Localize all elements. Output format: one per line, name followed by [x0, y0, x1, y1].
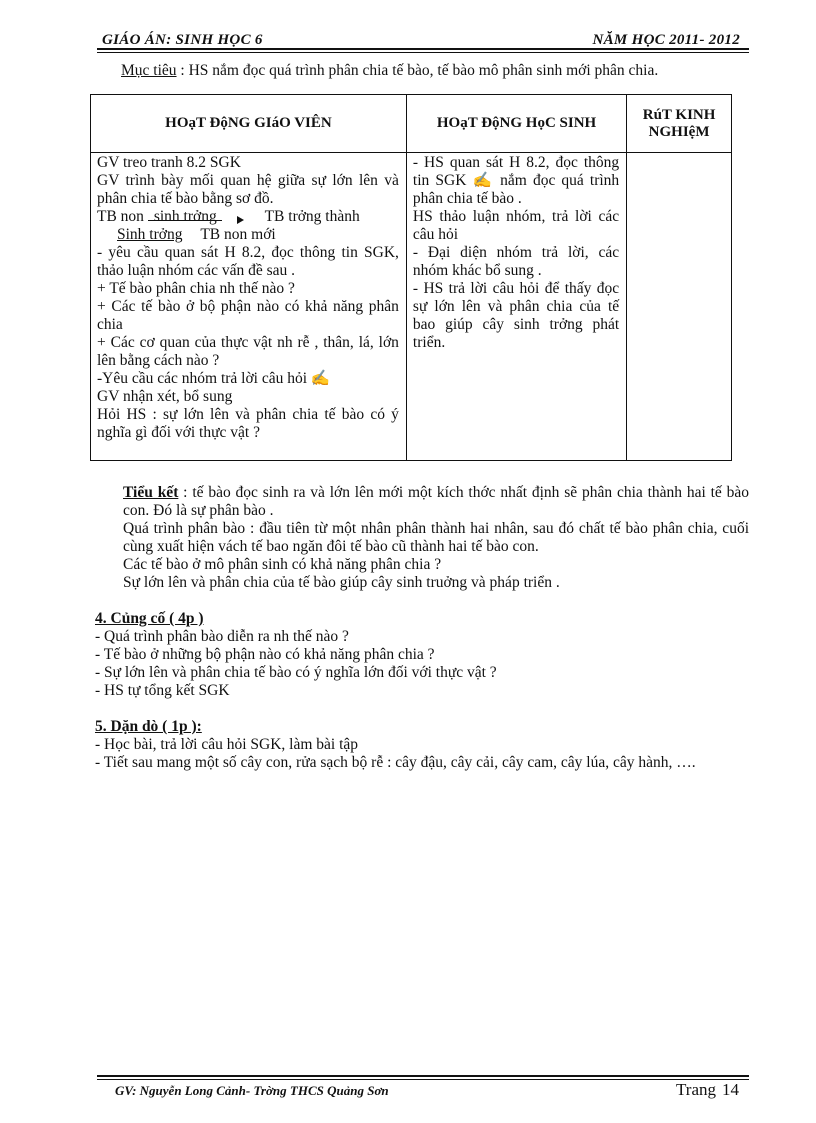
summary-text: : tế bào đọc sinh ra và lớn lên mới một kích thớc nhất định sẽ phân chia thành hai tế bào con. Đó là sự phân bào .	[123, 484, 749, 519]
footer-rule	[97, 1075, 749, 1077]
summary-block	[123, 484, 749, 592]
summary-paragraph: Các tế bào ở mô phân sinh có khả năng phân chia ?	[123, 556, 442, 573]
diagram-node: TB non	[97, 208, 144, 225]
list-item: - Quá trình phân bào diễn ra nh thế nào ?	[95, 628, 349, 645]
section-consolidation	[95, 610, 749, 700]
growth-diagram-row-1	[97, 208, 399, 226]
summary-paragraph	[123, 484, 749, 520]
section-title: 4. Củng cố ( 4p )	[95, 610, 204, 627]
list-item: - Sự lớn lên và phân chia tế bào có ý nghĩa lớn đối với thực vật ?	[95, 664, 497, 681]
student-activity-cell	[406, 153, 626, 461]
activity-table	[90, 94, 732, 461]
teacher-line: Hỏi HS : sự lớn lên và phân chia tế bào có ý nghĩa gì đối với thực vật ?	[97, 406, 399, 441]
section-homework	[95, 718, 749, 772]
diagram-node: TB trởng thành	[264, 208, 360, 225]
teacher-line: GV treo tranh 8.2 SGK	[97, 154, 241, 171]
footer-author: GV: Nguyễn Long Cảnh- Trờng THCS Quảng Sơn	[115, 1083, 389, 1098]
list-item: - Tiết sau mang một số cây con, rửa sạch bộ rễ : cây đậu, cây cải, cây cam, cây lúa, cây hành, ….	[95, 754, 696, 771]
writing-hand-icon: ✍	[310, 370, 331, 387]
growth-diagram-row-2	[97, 226, 399, 244]
teacher-line: + Tế bào phân chia nh thế nào ?	[97, 280, 295, 297]
teacher-line: GV trình bày mối quan hệ giữa sự lớn lên và phân chia tế bào bằng sơ đồ.	[97, 172, 399, 207]
list-item: - HS tự tổng kết SGK	[95, 682, 230, 699]
teacher-line: GV nhận xét, bổ sung	[97, 388, 233, 405]
objective-text: : HS nắm đọc quá trình phân chia tế bào, tế bào mô phân sinh mới phân chia.	[176, 62, 659, 79]
diagram-arrow-labeled	[148, 208, 217, 226]
page-number	[676, 1080, 739, 1100]
teacher-line	[97, 370, 399, 388]
summary-paragraph: Sự lớn lên và phân chia của tế bào giúp cây sinh truởng và pháp triển .	[123, 574, 560, 591]
footer-rule-thin	[97, 1079, 749, 1080]
arrow-icon	[148, 214, 244, 224]
header-rule-thin	[97, 52, 749, 53]
student-line-text: nắm đọc quá trình phân chia tế bào .	[412, 172, 620, 207]
summary-label: Tiểu kết	[123, 484, 179, 501]
diagram-node: Sinh trởng	[117, 226, 183, 243]
lesson-objective	[121, 62, 749, 80]
lessons-learned-cell	[627, 153, 732, 461]
header-school-year: NĂM HỌC 2011- 2012	[592, 32, 740, 48]
page-number-value: 14	[722, 1080, 739, 1099]
diagram-node: TB non mới	[200, 226, 276, 243]
page-label: Trang	[676, 1080, 716, 1099]
student-activity-header: HOạT ĐộNG HọC SINH	[406, 95, 626, 153]
student-line: - Đại diện nhóm trả lời, các nhóm khác bổ sung .	[412, 244, 620, 279]
lessons-learned-header: RúT KINH NGHIệM	[627, 95, 732, 153]
teacher-line-text: -Yêu cầu các nhóm trả lời câu hỏi	[97, 370, 308, 387]
diagram-arrow-label: sinh trởng	[153, 208, 217, 225]
page-header	[100, 30, 748, 50]
list-item: - Học bài, trả lời câu hỏi SGK, làm bài tập	[95, 736, 359, 753]
teacher-line: + Các tế bào ở bộ phận nào có khả năng phân chia	[97, 298, 399, 333]
section-title: 5. Dặn dò ( 1p ):	[95, 718, 202, 735]
teacher-activity-cell	[91, 153, 407, 461]
student-line-text: - HS quan sát H 8.2, đọc thông tin SGK	[412, 154, 620, 189]
teacher-activity-header: HOạT ĐộNG GIáO VIÊN	[91, 95, 407, 153]
header-subject: GIÁO ÁN: SINH HỌC 6	[102, 32, 263, 48]
objective-label: Mục tiêu	[121, 62, 177, 79]
teacher-line: - yêu cầu quan sát H 8.2, đọc thông tin SGK, thảo luận nhóm các vấn đề sau .	[97, 244, 399, 279]
teacher-line: + Các cơ quan của thực vật nh rễ , thân, lá, lớn lên bằng cách nào ?	[97, 334, 399, 369]
student-line: - HS trả lời câu hỏi để thấy đọc sự lớn lên và phân chia của tế bao giúp cây sinh trởng phát triển.	[412, 280, 620, 351]
list-item: - Tế bào ở những bộ phận nào có khả năng phân chia ?	[95, 646, 435, 663]
table-header-row	[91, 95, 732, 153]
writing-hand-icon: ✍	[472, 172, 495, 189]
summary-paragraph: Quá trình phân bào : đầu tiên từ một nhân phân thành hai nhân, sau đó chất tế bào phân chia, cuối cùng xuất hiện vách tế bao ngăn đôi tế bào cũ thành hai tế bào con.	[123, 520, 749, 555]
header-rule	[97, 48, 749, 50]
student-line: HS thảo luận nhóm, trả lời các câu hỏi	[412, 208, 620, 243]
student-line	[413, 154, 619, 208]
table-row	[91, 153, 732, 461]
